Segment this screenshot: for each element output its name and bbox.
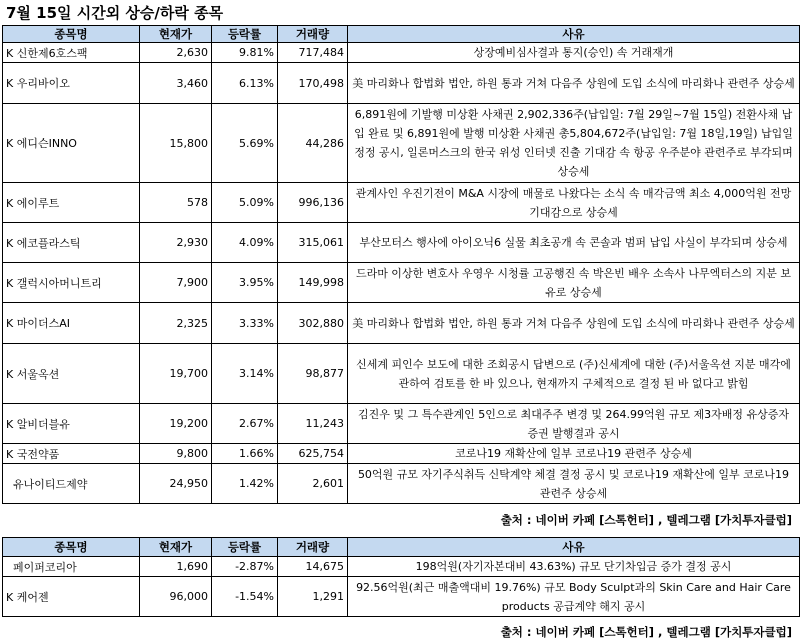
change-cell: 3.95% xyxy=(212,263,278,303)
volume-cell: 315,061 xyxy=(278,223,348,263)
stock-name: 국전약품 xyxy=(16,447,60,461)
header-change: 등락률 xyxy=(212,26,278,43)
reason-cell: 드라마 이상한 변호사 우영우 시청률 고공행진 속 박은빈 배우 소속사 나무엑터스의 지분 보유로 상승세 xyxy=(348,263,800,303)
stock-name: 갤럭시아머니트리 xyxy=(16,276,102,290)
stock-name: 에디슨INNO xyxy=(16,137,77,150)
source-credit: 출처 : 네이버 카페 [스톡헌터] , 텔레그램 [가치투자클럽] xyxy=(500,513,792,527)
reason-cell: 코로나19 재확산에 일부 코로나19 관련주 상승세 xyxy=(348,444,800,464)
header-reason: 사유 xyxy=(348,26,800,43)
falling-stocks-table xyxy=(2,537,800,617)
header-price: 현재가 xyxy=(140,26,212,43)
price-cell: 19,700 xyxy=(140,344,212,404)
stock-name-cell xyxy=(3,344,140,404)
price-cell: 15,800 xyxy=(140,104,212,183)
stock-name: 케어젠 xyxy=(16,590,49,604)
stock-name: 페이퍼코리아 xyxy=(13,560,77,574)
volume-cell: 1,291 xyxy=(278,577,348,617)
stock-name-cell xyxy=(3,104,140,183)
header-name: 종목명 xyxy=(3,538,140,557)
volume-cell: 625,754 xyxy=(278,444,348,464)
volume-cell: 149,998 xyxy=(278,263,348,303)
stock-name: 에코플라스틱 xyxy=(16,236,81,250)
price-cell: 3,460 xyxy=(140,63,212,104)
market-prefix: K xyxy=(6,77,14,90)
stock-name: 신한제6호스팩 xyxy=(16,46,88,60)
table-row xyxy=(3,104,800,183)
reason-cell: 부산모터스 행사에 아이오닉6 실물 최초공개 속 콘솔과 범퍼 납입 사실이 부각되며 상승세 xyxy=(348,223,800,263)
market-prefix: K xyxy=(6,137,14,150)
header-volume: 거래량 xyxy=(278,538,348,557)
market-prefix: K xyxy=(6,590,14,604)
stock-name-cell xyxy=(3,577,140,617)
stock-name-cell xyxy=(3,43,140,63)
market-prefix: K xyxy=(6,417,14,431)
market-prefix: K xyxy=(6,276,14,290)
table-row xyxy=(3,444,800,464)
market-prefix: K xyxy=(6,317,14,330)
reason-cell: 관계사인 우진기전이 M&A 시장에 매물로 나왔다는 소식 속 매각금액 최소 4,000억원 전망 기대감으로 상승세 xyxy=(348,183,800,223)
price-cell: 2,930 xyxy=(140,223,212,263)
table-row xyxy=(3,183,800,223)
change-cell: 5.69% xyxy=(212,104,278,183)
table-row xyxy=(3,464,800,504)
table-row xyxy=(3,557,800,577)
volume-cell: 302,880 xyxy=(278,303,348,344)
stock-name-cell xyxy=(3,444,140,464)
table-row xyxy=(3,263,800,303)
source-credit: 출처 : 네이버 카페 [스톡헌터] , 텔레그램 [가치투자클럽] xyxy=(500,625,792,639)
price-cell: 9,800 xyxy=(140,444,212,464)
price-cell: 96,000 xyxy=(140,577,212,617)
reason-cell: 美 마리화나 합법화 법안, 하원 통과 거쳐 다음주 상원에 도입 소식에 마리화나 관련주 상승세 xyxy=(348,303,800,344)
volume-cell: 170,498 xyxy=(278,63,348,104)
table-row xyxy=(3,577,800,617)
price-cell: 1,690 xyxy=(140,557,212,577)
market-prefix: K xyxy=(6,447,14,461)
stock-name-cell xyxy=(3,557,140,577)
change-cell: 4.09% xyxy=(212,223,278,263)
change-cell: -1.54% xyxy=(212,577,278,617)
price-cell: 19,200 xyxy=(140,404,212,444)
stock-name: 서울옥션 xyxy=(16,367,60,381)
volume-cell: 717,484 xyxy=(278,43,348,63)
change-cell: 1.42% xyxy=(212,464,278,504)
stock-name-cell xyxy=(3,303,140,344)
reason-cell: 김진우 및 그 특수관계인 5인으로 최대주주 변경 및 264.99억원 규모 제3자배정 유상증자 증권 발행결과 공시 xyxy=(348,404,800,444)
stock-name: 알비더블유 xyxy=(16,417,70,431)
stock-name-cell xyxy=(3,263,140,303)
header-name: 종목명 xyxy=(3,26,140,43)
volume-cell: 996,136 xyxy=(278,183,348,223)
change-cell: 5.09% xyxy=(212,183,278,223)
reason-cell: 198억원(자기자본대비 43.63%) 규모 단기차입금 증가 결정 공시 xyxy=(348,557,800,577)
market-prefix: K xyxy=(6,46,14,60)
rising-stocks-table xyxy=(2,25,800,504)
change-cell: 9.81% xyxy=(212,43,278,63)
change-cell: -2.87% xyxy=(212,557,278,577)
table-row xyxy=(3,344,800,404)
table-header-row xyxy=(3,26,800,43)
change-cell: 2.67% xyxy=(212,404,278,444)
stock-name-cell xyxy=(3,223,140,263)
stock-name: 우리바이오 xyxy=(16,77,70,90)
volume-cell: 98,877 xyxy=(278,344,348,404)
table-header-row xyxy=(3,538,800,557)
header-price: 현재가 xyxy=(140,538,212,557)
reason-cell: 美 마리화나 합법화 법안, 하원 통과 거쳐 다음주 상원에 도입 소식에 마리화나 관련주 상승세 xyxy=(348,63,800,104)
market-prefix: K xyxy=(6,236,14,250)
table-row xyxy=(3,303,800,344)
header-volume: 거래량 xyxy=(278,26,348,43)
price-cell: 24,950 xyxy=(140,464,212,504)
volume-cell: 14,675 xyxy=(278,557,348,577)
stock-name-cell xyxy=(3,464,140,504)
stock-name-cell xyxy=(3,63,140,104)
header-reason: 사유 xyxy=(348,538,800,557)
stock-name-cell xyxy=(3,183,140,223)
stock-name: 마이더스AI xyxy=(16,317,70,330)
stock-name: 에이루트 xyxy=(16,196,60,210)
change-cell: 6.13% xyxy=(212,63,278,104)
table-row xyxy=(3,223,800,263)
page-title: 7월 15일 시간외 상승/하락 종목 xyxy=(6,4,224,22)
volume-cell: 44,286 xyxy=(278,104,348,183)
market-prefix: K xyxy=(6,367,14,381)
reason-cell: 92.56억원(최근 매출액대비 19.76%) 규모 Body Sculpt과의 Skin Care and Hair Care products 공급계약 해지 공시 xyxy=(348,577,800,617)
volume-cell: 11,243 xyxy=(278,404,348,444)
market-prefix: K xyxy=(6,196,14,210)
price-cell: 7,900 xyxy=(140,263,212,303)
volume-cell: 2,601 xyxy=(278,464,348,504)
table-row xyxy=(3,43,800,63)
stock-name: 유나이티드제약 xyxy=(13,477,88,491)
reason-cell: 6,891원에 기발행 미상환 사채권 2,902,336주(납입일: 7월 29일~7월 15일) 전환사채 납입 완료 및 6,891원에 발행 미상환 사채권 총5,804,672주(납입일: 7월 18일,19일) 납입일 정정 공시, 일론머스크의 한국 위성 인터넷 진출 기대감 속 항공 우주분야 관련주로 부각되며 상승세 xyxy=(348,104,800,183)
table-row xyxy=(3,404,800,444)
table-row xyxy=(3,63,800,104)
reason-cell: 상장예비심사결과 통지(승인) 속 거래재개 xyxy=(348,43,800,63)
stock-name-cell xyxy=(3,404,140,444)
price-cell: 2,325 xyxy=(140,303,212,344)
reason-cell: 50억원 규모 자기주식취득 신탁계약 체결 결정 공시 및 코로나19 재확산에 일부 코로나19 관련주 상승세 xyxy=(348,464,800,504)
reason-cell: 신세계 피인수 보도에 대한 조회공시 답변으로 (주)신세계에 대한 (주)서울옥션 지분 매각에 관하여 검토를 한 바 있으나, 현재까지 구체적으로 결정 된 바 없다고 밝힘 xyxy=(348,344,800,404)
header-change: 등락률 xyxy=(212,538,278,557)
change-cell: 3.14% xyxy=(212,344,278,404)
change-cell: 3.33% xyxy=(212,303,278,344)
price-cell: 2,630 xyxy=(140,43,212,63)
change-cell: 1.66% xyxy=(212,444,278,464)
price-cell: 578 xyxy=(140,183,212,223)
